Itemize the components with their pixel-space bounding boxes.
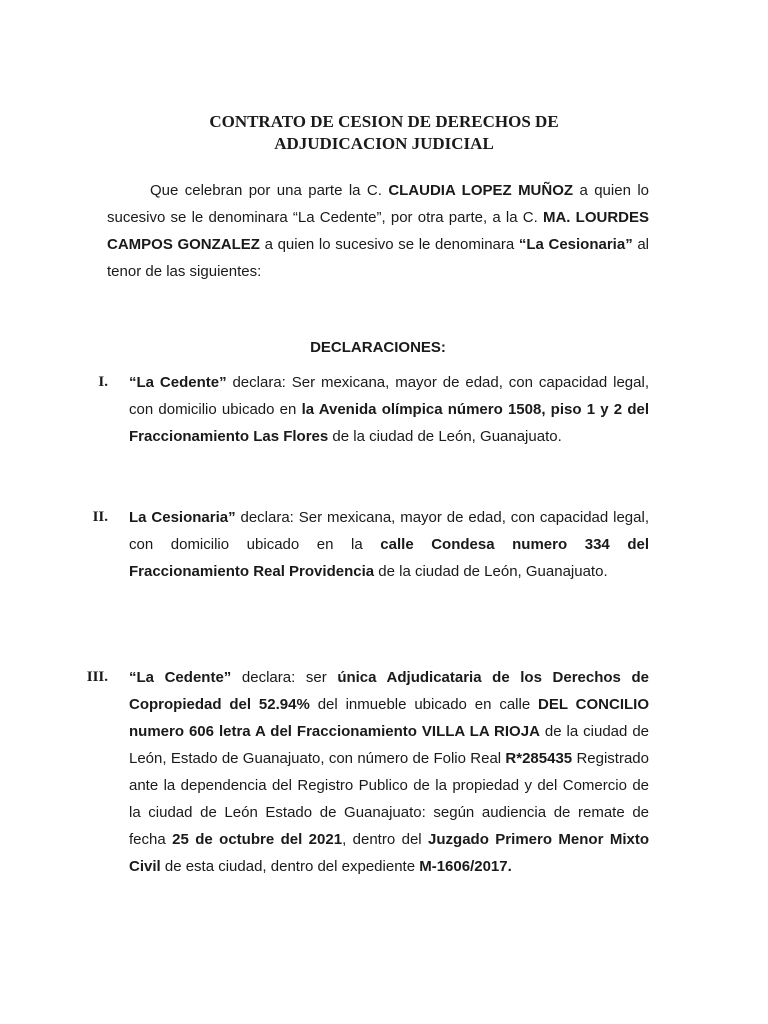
declaration-text: del inmueble ubicado en calle — [309, 696, 539, 713]
declaration-text: declara: ser — [231, 669, 338, 686]
declaration-text: de la ciudad de León, Estado de Guanajuato, con número de Folio Real — [129, 723, 650, 767]
declaration-court: Juzgado Primero Menor Mixto Civil — [129, 831, 649, 875]
declarations-heading: DECLARACIONES: — [310, 339, 446, 356]
party-name-cedente: CLAUDIA LOPEZ MUÑOZ — [388, 182, 574, 199]
intro-text-3: a quien lo sucesivo se le denominara — [259, 236, 519, 253]
declaration-numeral: II. — [92, 509, 108, 525]
declaration-text: de la ciudad de León, Guanajuato. — [374, 563, 608, 580]
declaration-text: de esta ciudad, dentro del expediente — [160, 858, 420, 875]
party-alias-cesionaria: “La Cesionaria” — [518, 236, 633, 253]
declaration-rights: única Adjudicataria de los Derechos de Copropiedad del 52.94% — [129, 669, 650, 713]
declaration-auction-date: 25 de octubre del 2021 — [172, 831, 343, 848]
declaration-item — [129, 369, 649, 450]
declaration-property-address: DEL CONCILIO numero 606 letra A del Fraccionamiento VILLA LA RIOJA — [129, 696, 649, 740]
intro-text-1: Que celebran por una parte la C. — [150, 182, 389, 199]
declaration-numeral: I. — [98, 374, 108, 390]
declaration-text: de la ciudad de León, Guanajuato. — [328, 428, 562, 445]
declaration-text: Registrado ante la dependencia del Registro Publico de la propiedad y del Comercio de la ciudad de León Estado de Guanajuato: según audiencia de remate de fecha — [129, 750, 649, 848]
document-title-line2: ADJUDICACION JUDICIAL — [274, 134, 494, 153]
declaration-text: declara: Ser mexicana, mayor de edad, con capacidad legal, con domicilio ubicado en — [129, 374, 649, 418]
declaration-folio-real: R*285435 — [505, 750, 573, 767]
declaration-case-number: M-1606/2017. — [419, 858, 512, 875]
intro-paragraph — [107, 177, 649, 285]
declaration-party: La Cesionaria” — [129, 509, 236, 526]
party-name-cesionaria: MA. LOURDES CAMPOS GONZALEZ — [107, 209, 650, 253]
declaration-item — [129, 664, 649, 880]
declaration-numeral: III. — [86, 669, 108, 685]
declaration-text: declara: Ser mexicana, mayor de edad, con capacidad legal, con domicilio ubicado en la — [129, 509, 649, 553]
declaration-party: “La Cedente” — [129, 374, 227, 391]
declaration-text: , dentro del — [342, 831, 429, 848]
intro-text-4: al tenor de las siguientes: — [107, 236, 650, 280]
intro-text-2: a quien lo sucesivo se le denominara “La Cedente”, por otra parte, a la C. — [107, 182, 649, 226]
document-title-line1: CONTRATO DE CESION DE DERECHOS DE — [209, 112, 559, 131]
declaration-address: calle Condesa numero 334 del Fraccionamiento Real Providencia — [129, 536, 649, 580]
declaration-item — [129, 504, 649, 585]
declaration-party: “La Cedente” — [129, 669, 232, 686]
declaration-address: la Avenida olímpica número 1508, piso 1 y 2 del Fraccionamiento Las Flores — [129, 401, 650, 445]
